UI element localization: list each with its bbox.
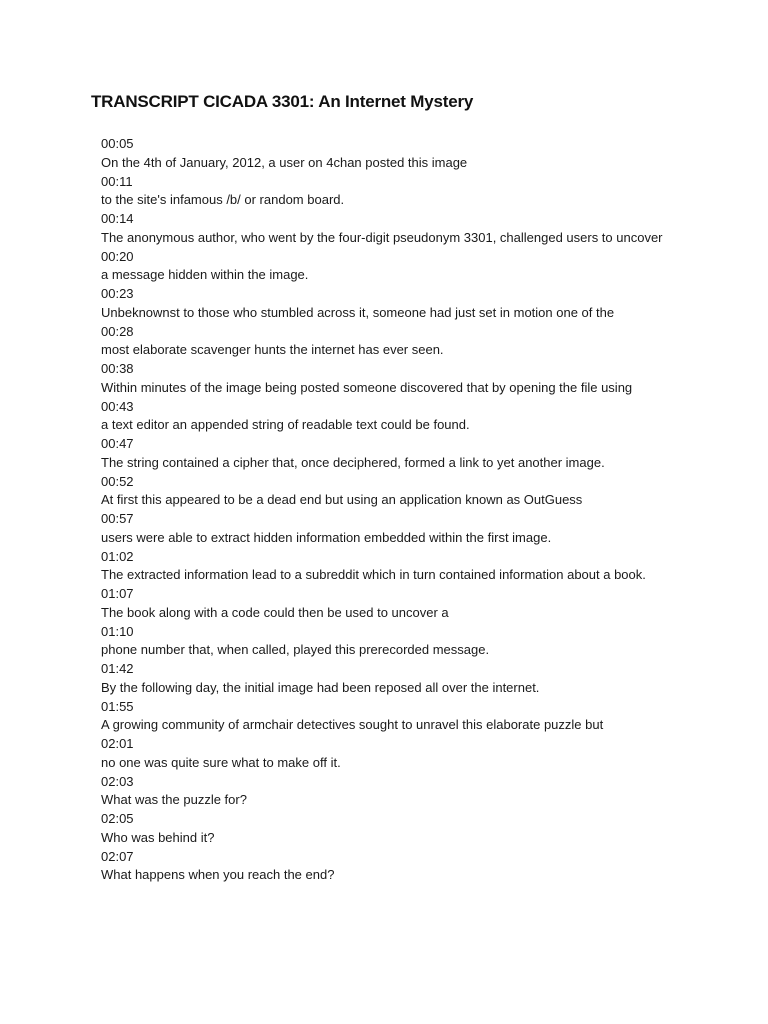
transcript-entry bbox=[101, 173, 678, 211]
timestamp: 02:01 bbox=[101, 736, 134, 751]
transcript-entry bbox=[101, 285, 678, 323]
transcript-text: a text editor an appended string of readable text could be found. bbox=[101, 417, 470, 433]
transcript-entry bbox=[101, 810, 678, 848]
transcript-entry bbox=[101, 135, 678, 173]
timestamp: 01:02 bbox=[101, 548, 134, 564]
transcript-entry bbox=[101, 698, 678, 736]
timestamp: 02:07 bbox=[101, 848, 134, 864]
transcript-entry bbox=[101, 360, 678, 398]
transcript-text: most elaborate scavenger hunts the internet has ever seen. bbox=[101, 342, 444, 358]
timestamp: 00:28 bbox=[101, 323, 134, 339]
timestamp: 00:20 bbox=[101, 248, 134, 264]
timestamp: 01:42 bbox=[101, 661, 134, 676]
timestamp: 00:47 bbox=[101, 436, 134, 451]
transcript-entry bbox=[101, 398, 678, 436]
transcript-text: The anonymous author, who went by the four-digit pseudonym 3301, challenged users to uncover bbox=[101, 229, 663, 245]
transcript-text: a message hidden within the image. bbox=[101, 267, 309, 283]
transcript-entry bbox=[101, 548, 678, 586]
transcript-entry bbox=[101, 623, 678, 661]
timestamp: 00:52 bbox=[101, 473, 134, 489]
transcript-entry bbox=[101, 473, 678, 511]
transcript-text: What was the puzzle for? bbox=[101, 792, 247, 808]
timestamp: 00:11 bbox=[101, 173, 133, 189]
transcript-entry bbox=[101, 735, 678, 773]
timestamp: 00:14 bbox=[101, 211, 134, 226]
transcript-text: Within minutes of the image being posted someone discovered that by opening the file using bbox=[101, 379, 633, 395]
transcript-body bbox=[101, 135, 678, 885]
transcript-entry bbox=[101, 848, 678, 886]
timestamp: 01:55 bbox=[101, 698, 134, 714]
transcript-entry bbox=[101, 585, 678, 623]
transcript-text: What happens when you reach the end? bbox=[101, 867, 335, 883]
timestamp: 00:57 bbox=[101, 511, 134, 526]
transcript-text: to the site's infamous /b/ or random board. bbox=[101, 192, 345, 208]
transcript-text: The string contained a cipher that, once deciphered, formed a link to yet another image. bbox=[101, 454, 605, 470]
document-title: TRANSCRIPT CICADA 3301: An Internet Mystery bbox=[91, 92, 474, 111]
transcript-text: The extracted information lead to a subreddit which in turn contained information about a book. bbox=[101, 567, 646, 583]
transcript-entry bbox=[101, 248, 678, 286]
timestamp: 00:23 bbox=[101, 286, 134, 301]
timestamp: 02:03 bbox=[101, 773, 134, 789]
transcript-text: phone number that, when called, played this prerecorded message. bbox=[101, 642, 490, 658]
transcript-entry bbox=[101, 773, 678, 811]
timestamp: 01:10 bbox=[101, 623, 134, 639]
transcript-text: no one was quite sure what to make off it. bbox=[101, 754, 341, 770]
transcript-text: A growing community of armchair detectives sought to unravel this elaborate puzzle but bbox=[101, 717, 604, 733]
transcript-text: On the 4th of January, 2012, a user on 4chan posted this image bbox=[101, 154, 468, 170]
transcript-entry bbox=[101, 510, 678, 548]
transcript-entry bbox=[101, 210, 678, 248]
transcript-text: Unbeknownst to those who stumbled across it, someone had just set in motion one of the bbox=[101, 304, 615, 320]
transcript-text: At first this appeared to be a dead end but using an application known as OutGuess bbox=[101, 492, 583, 508]
transcript-entry bbox=[101, 323, 678, 361]
transcript-text: The book along with a code could then be used to uncover a bbox=[101, 604, 449, 620]
timestamp: 01:07 bbox=[101, 586, 134, 601]
transcript-text: By the following day, the initial image had been reposed all over the internet. bbox=[101, 679, 540, 695]
transcript-text: Who was behind it? bbox=[101, 829, 215, 845]
timestamp: 00:38 bbox=[101, 361, 134, 376]
timestamp: 00:43 bbox=[101, 398, 134, 414]
transcript-text: users were able to extract hidden information embedded within the first image. bbox=[101, 529, 552, 545]
timestamp: 02:05 bbox=[101, 811, 134, 826]
transcript-entry bbox=[101, 435, 678, 473]
transcript-entry bbox=[101, 660, 678, 698]
timestamp: 00:05 bbox=[101, 136, 134, 151]
